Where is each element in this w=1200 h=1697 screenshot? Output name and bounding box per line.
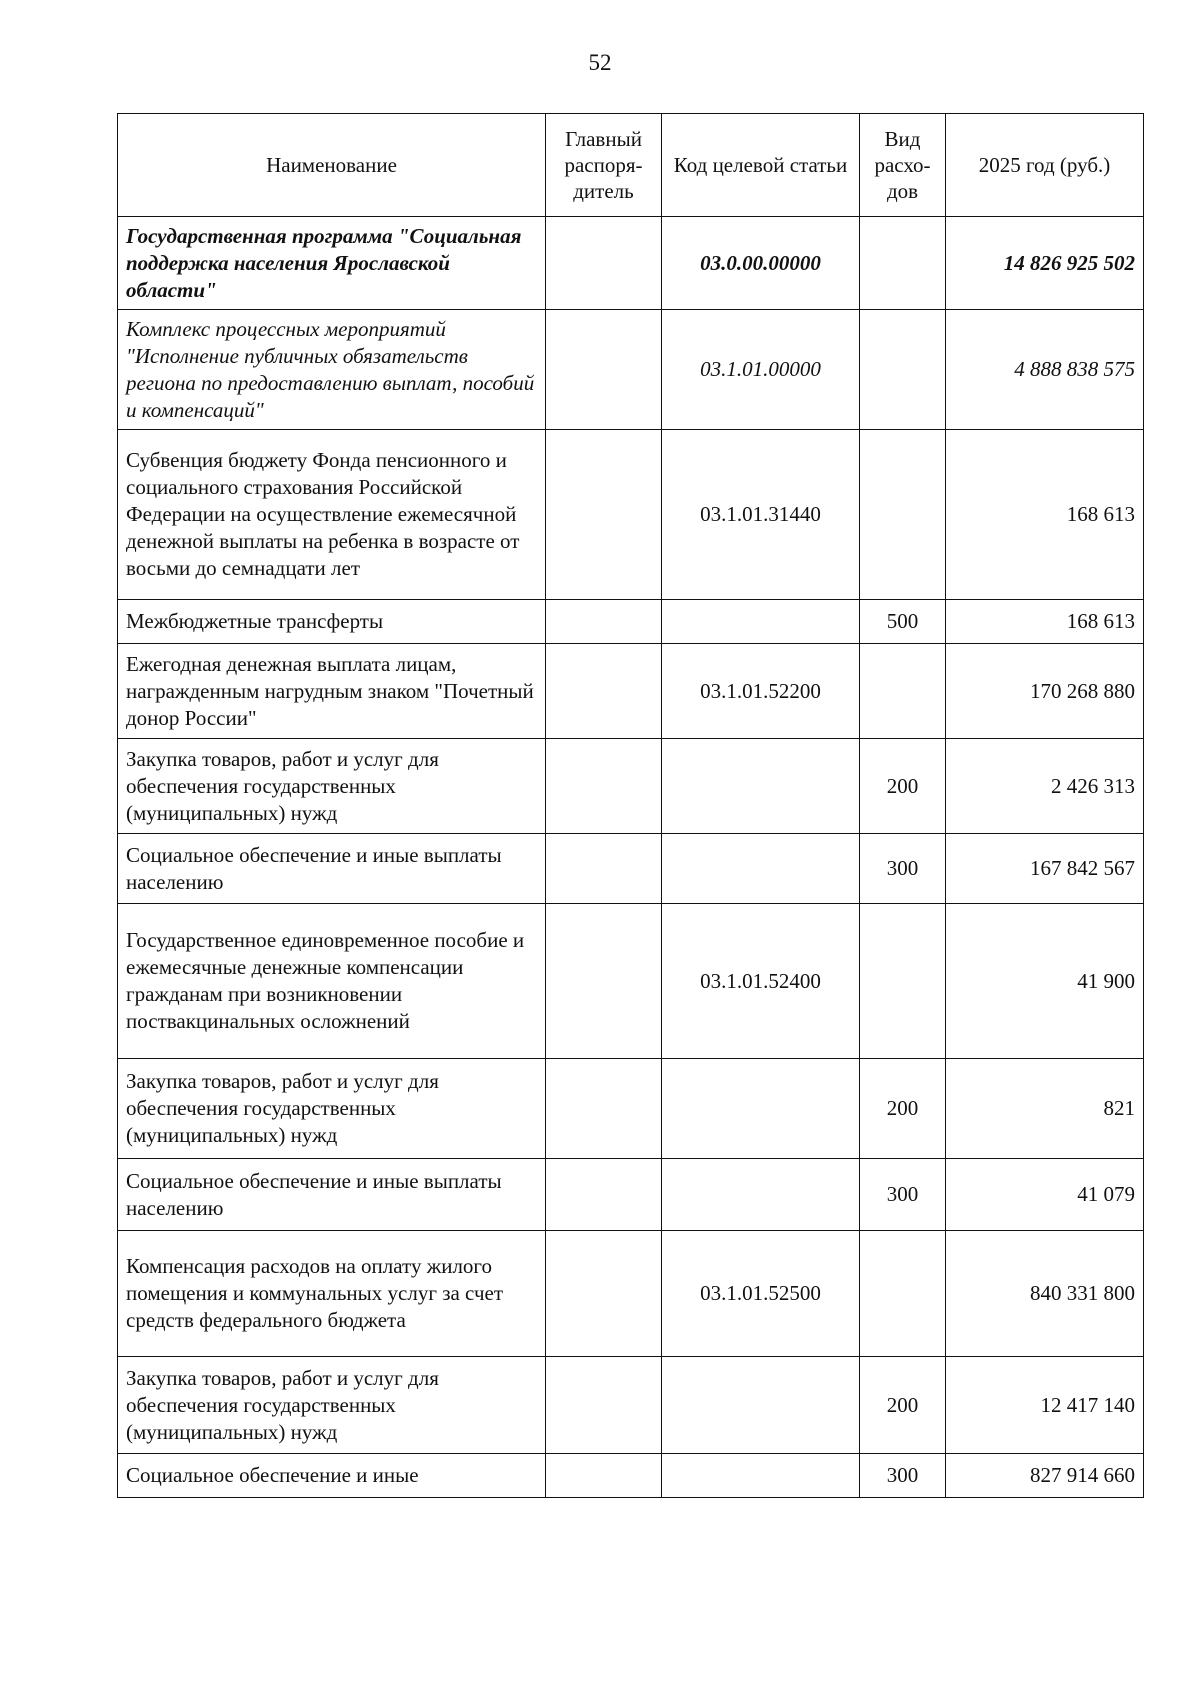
table-row bbox=[118, 430, 1144, 600]
cell-name: Субвенция бюджету Фонда пенсионного и социального страхования Российской Федерации на осуществление ежемесячной денежной выплаты на ребенка в возрасте от восьми до семнадцати лет bbox=[118, 430, 546, 600]
cell-code bbox=[662, 1059, 860, 1159]
cell-sum: 2 426 313 bbox=[946, 739, 1144, 834]
cell-sum: 41 079 bbox=[946, 1159, 1144, 1231]
cell-grbs bbox=[546, 1159, 662, 1231]
cell-name: Межбюджетные трансферты bbox=[118, 600, 546, 644]
cell-name: Социальное обеспечение и иные выплаты населению bbox=[118, 834, 546, 904]
cell-vid bbox=[860, 644, 946, 739]
cell-code bbox=[662, 1454, 860, 1498]
cell-sum: 12 417 140 bbox=[946, 1357, 1144, 1454]
cell-grbs bbox=[546, 1231, 662, 1357]
cell-sum: 170 268 880 bbox=[946, 644, 1144, 739]
cell-vid: 300 bbox=[860, 834, 946, 904]
table-row bbox=[118, 1357, 1144, 1454]
cell-grbs bbox=[546, 430, 662, 600]
cell-grbs bbox=[546, 1454, 662, 1498]
cell-code bbox=[662, 1357, 860, 1454]
cell-code: 03.0.00.00000 bbox=[662, 217, 860, 310]
cell-name: Закупка товаров, работ и услуг для обеспечения государственных (муниципальных) нужд bbox=[118, 739, 546, 834]
cell-grbs bbox=[546, 739, 662, 834]
cell-name: Государственное единовременное пособие и ежемесячные денежные компенсации гражданам при возникновении поствакцинальных осложнений bbox=[118, 904, 546, 1059]
cell-vid: 200 bbox=[860, 1059, 946, 1159]
cell-code: 03.1.01.52400 bbox=[662, 904, 860, 1059]
budget-table bbox=[117, 113, 1144, 1498]
cell-grbs bbox=[546, 834, 662, 904]
header-sum: 2025 год (руб.) bbox=[946, 114, 1144, 217]
cell-name: Закупка товаров, работ и услуг для обеспечения государственных (муниципальных) нужд bbox=[118, 1059, 546, 1159]
table-row bbox=[118, 904, 1144, 1059]
cell-grbs bbox=[546, 310, 662, 430]
cell-code: 03.1.01.31440 bbox=[662, 430, 860, 600]
cell-grbs bbox=[546, 904, 662, 1059]
cell-code: 03.1.01.00000 bbox=[662, 310, 860, 430]
table-row bbox=[118, 644, 1144, 739]
table-row bbox=[118, 739, 1144, 834]
table-row bbox=[118, 1159, 1144, 1231]
cell-grbs bbox=[546, 1059, 662, 1159]
cell-vid: 500 bbox=[860, 600, 946, 644]
header-name: Наименование bbox=[118, 114, 546, 217]
cell-grbs bbox=[546, 644, 662, 739]
cell-grbs bbox=[546, 600, 662, 644]
cell-vid bbox=[860, 904, 946, 1059]
cell-vid bbox=[860, 217, 946, 310]
cell-name: Ежегодная денежная выплата лицам, награжденным нагрудным знаком "Почетный донор России" bbox=[118, 644, 546, 739]
cell-sum: 827 914 660 bbox=[946, 1454, 1144, 1498]
cell-grbs bbox=[546, 217, 662, 310]
cell-grbs bbox=[546, 1357, 662, 1454]
cell-sum: 821 bbox=[946, 1059, 1144, 1159]
cell-vid: 200 bbox=[860, 739, 946, 834]
cell-code: 03.1.01.52200 bbox=[662, 644, 860, 739]
table-row bbox=[118, 310, 1144, 430]
cell-name: Закупка товаров, работ и услуг для обеспечения государственных (муниципальных) нужд bbox=[118, 1357, 546, 1454]
cell-code bbox=[662, 1159, 860, 1231]
header-vid: Вид расхо-дов bbox=[860, 114, 946, 217]
table-row bbox=[118, 1454, 1144, 1498]
cell-name: Социальное обеспечение и иные bbox=[118, 1454, 546, 1498]
table-row bbox=[118, 600, 1144, 644]
cell-vid: 200 bbox=[860, 1357, 946, 1454]
cell-name: Компенсация расходов на оплату жилого помещения и коммунальных услуг за счет средств федерального бюджета bbox=[118, 1231, 546, 1357]
cell-sum: 14 826 925 502 bbox=[946, 217, 1144, 310]
cell-sum: 168 613 bbox=[946, 430, 1144, 600]
cell-vid bbox=[860, 310, 946, 430]
cell-name: Государственная программа "Социальная поддержка населения Ярославской области" bbox=[118, 217, 546, 310]
cell-sum: 4 888 838 575 bbox=[946, 310, 1144, 430]
table-row bbox=[118, 834, 1144, 904]
table-row bbox=[118, 1231, 1144, 1357]
cell-vid bbox=[860, 430, 946, 600]
cell-sum: 41 900 bbox=[946, 904, 1144, 1059]
cell-code bbox=[662, 739, 860, 834]
cell-sum: 840 331 800 bbox=[946, 1231, 1144, 1357]
cell-name: Социальное обеспечение и иные выплаты населению bbox=[118, 1159, 546, 1231]
header-grbs: Главный распоря-дитель bbox=[546, 114, 662, 217]
page-number: 52 bbox=[588, 50, 612, 75]
cell-sum: 167 842 567 bbox=[946, 834, 1144, 904]
cell-code: 03.1.01.52500 bbox=[662, 1231, 860, 1357]
table-header-row bbox=[118, 114, 1144, 217]
cell-code bbox=[662, 834, 860, 904]
cell-vid: 300 bbox=[860, 1159, 946, 1231]
cell-vid: 300 bbox=[860, 1454, 946, 1498]
header-code: Код целевой статьи bbox=[662, 114, 860, 217]
table-row bbox=[118, 217, 1144, 310]
cell-sum: 168 613 bbox=[946, 600, 1144, 644]
cell-code bbox=[662, 600, 860, 644]
table-row bbox=[118, 1059, 1144, 1159]
cell-name: Комплекс процессных мероприятий "Исполнение публичных обязательств региона по предоставлению выплат, пособий и компенсаций" bbox=[118, 310, 546, 430]
cell-vid bbox=[860, 1231, 946, 1357]
